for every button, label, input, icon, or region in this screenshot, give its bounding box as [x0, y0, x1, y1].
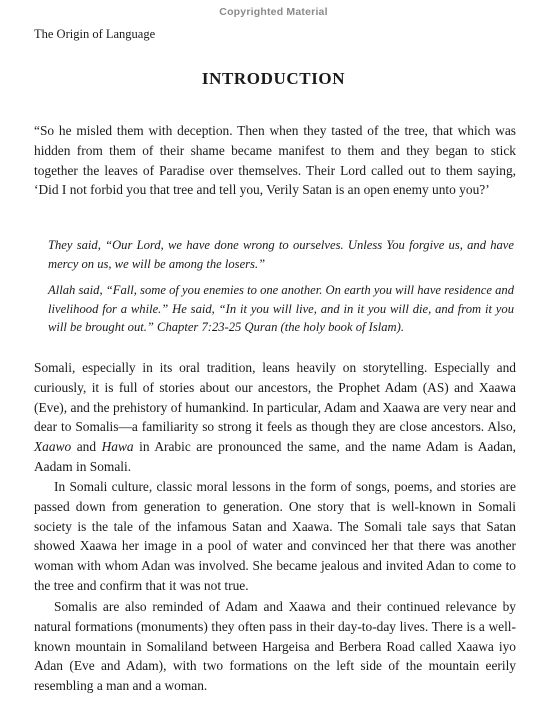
paragraph-1-text-a: Somali, especially in its oral tradition, leans heavily on storytelling. Especially and curiously, it is full of stories about our ancestors, the Prophet Adam (AS) and Xaawa (Eve), and the prehistory of humankind. In particular, Adam and Xaawa are very near and dear to Somalis—a familiarity so strong it feels as though they are close ancestors. Also,	[34, 360, 516, 435]
copyright-watermark: Copyrighted Material	[219, 6, 328, 18]
body-paragraph-3: Somalis are also reminded of Adam and Xaawa and their continued relevance by natural formations (monuments) they often pass in their day-to-day lives. There is a well-known mountain in Somaliland between Hargeisa and Berbera Road called Xaawa iyo Adan (Eve and Adam), with two formations on the left side of the mountain eerily resembling a man and a woman.	[34, 599, 516, 694]
block-quote-1: They said, “Our Lord, we have done wrong to ourselves. Unless You forgive us, and have mercy on us, we will be among the losers.”	[48, 238, 514, 271]
paragraph-1-text-b: and	[71, 439, 102, 455]
body-paragraph-2: In Somali culture, classic moral lessons in the form of songs, poems, and stories are passed down from generation to generation. One story that is well-known in Somali society is the tale of the infamous Satan and Xaawa. The Somali tale says that Satan showed Xaawa her image in a pool of water and convinced her that there was another woman with whom Adan was involved. She became jealous and invited Adan to come to the tree and confirm that it was not true.	[34, 479, 516, 593]
block-quote-2: Allah said, “Fall, some of you enemies to one another. On earth you will have residence and livelihood for a while.” He said, “In it you will live, and in it you will die, and from it you will be brought out.” Chapter 7:23-25 Quran (the holy book of Islam).	[48, 283, 514, 335]
running-head: The Origin of Language	[34, 27, 156, 41]
paragraph-1-italic-hawa: Hawa	[101, 439, 134, 455]
intro-paragraph: “So he misled them with deception. Then when they tasted of the tree, that which was hidden from them of their shame became manifest to them and they began to stick together the leaves of Paradise over themselves. Their Lord called out to them saying, ‘Did I not forbid you that tree and tell you, Verily Satan is an open enemy unto you?’	[34, 123, 516, 198]
paragraph-1-text-c: in Arabic are pronounced the same, and the name Adam is Aadan, Aadam in Somali.	[34, 439, 517, 474]
paragraph-1-italic-xaawo: Xaawo	[34, 439, 72, 455]
chapter-title: INTRODUCTION	[201, 69, 346, 88]
body-paragraph-1	[34, 358, 516, 477]
